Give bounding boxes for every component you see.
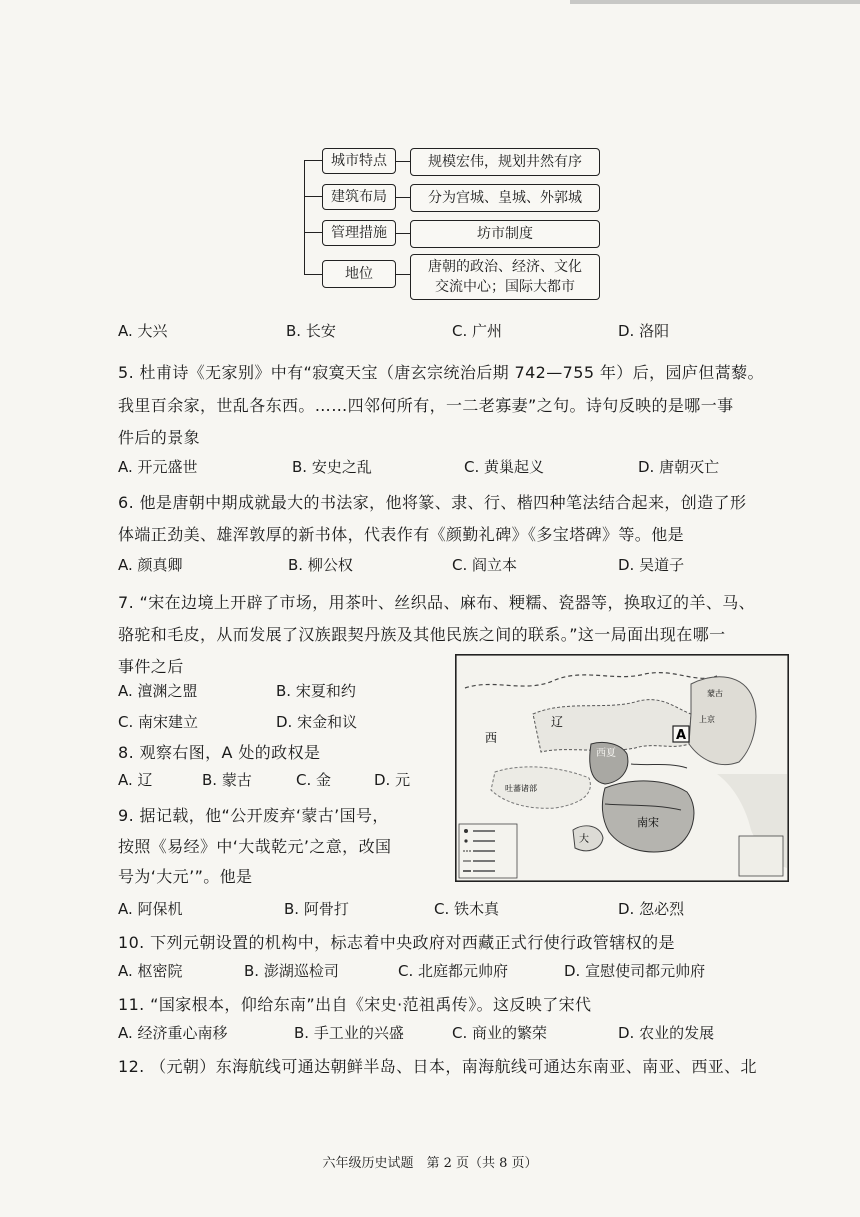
q9-options [118,898,778,920]
q5-text: 件后的景象 [118,428,201,447]
diagram-bracket [304,160,305,274]
option-a[interactable]: A. 阿保机 [118,900,183,918]
diagram-value: 坊市制度 [410,220,600,248]
q7-text: 7. “宋在边境上开辟了市场，用茶叶、丝织品、麻布、粳糯、瓷器等，换取辽的羊、马、 [118,593,756,612]
diagram-value: 分为宫城、皇城、外郭城 [410,184,600,212]
q10-options [118,960,778,982]
option-b[interactable]: B. 澎湖巡检司 [244,962,339,980]
option-c[interactable]: C. 商业的繁荣 [452,1024,548,1042]
map-label-liao: 辽 [551,715,564,729]
option-b[interactable]: B. 长安 [286,322,336,340]
map-label-nansong: 南宋 [637,816,659,829]
option-d[interactable]: D. 吴道子 [618,556,685,574]
option-a[interactable]: A. 枢密院 [118,962,183,980]
diagram-value-line: 唐朝的政治、经济、文化 [428,259,582,275]
option-d[interactable]: D. 元 [374,771,411,789]
map-label-tubo: 吐蕃诸部 [505,784,537,793]
q9-text: 按照《易经》中‘大哉乾元’之意，改国 [118,837,392,856]
option-b[interactable]: B. 柳公权 [288,556,353,574]
option-b[interactable]: B. 手工业的兴盛 [294,1024,404,1042]
option-c[interactable]: C. 黄巢起义 [464,458,545,476]
q6-text: 体端正劲美、雄浑敦厚的新书体，代表作有《颜勤礼碑》《多宝塔碑》等。他是 [118,525,685,544]
q5-text: 5. 杜甫诗《无家别》中有“寂寞天宝（唐玄宗统治后期 742—755 年）后，园庐但蒿藜。 [118,363,764,382]
option-c[interactable]: C. 铁木真 [434,900,500,918]
diagram-connector [304,274,322,275]
q7-options-row1 [118,680,438,702]
option-c[interactable]: C. 金 [296,771,332,789]
diagram-connector [304,232,322,233]
diagram-value-line: 交流中心；国际大都市 [435,279,575,295]
q11-text: 11. “国家根本，仰给东南”出自《宋史·范祖禹传》。这反映了宋代 [118,995,592,1014]
q8-text: 8. 观察右图，A 处的政权是 [118,743,321,762]
map-label-da: 大 [579,834,589,845]
diagram-connector [304,160,322,161]
option-c[interactable]: C. 南宋建立 [118,713,199,731]
q7-options-row2 [118,711,438,733]
option-d[interactable]: D. 宋金和议 [276,713,358,731]
q6-text: 6. 他是唐朝中期成就最大的书法家，他将篆、隶、行、楷四种笔法结合起来，创造了形 [118,493,747,512]
q8-options [118,769,438,791]
q6-options [118,554,778,576]
q11-options [118,1022,778,1044]
option-b[interactable]: B. 阿骨打 [284,900,349,918]
option-a[interactable]: A. 辽 [118,771,153,789]
diagram-arrow [396,161,410,162]
q5-options [118,456,778,478]
map-label-xixia: 西夏 [596,748,616,759]
scan-edge-mark [570,0,860,4]
diagram-label: 管理措施 [322,220,396,246]
option-d[interactable]: D. 洛阳 [618,322,670,340]
option-b[interactable]: B. 安史之乱 [292,458,372,476]
q4-options [118,320,778,342]
diagram-value: 规模宏伟，规划井然有序 [410,148,600,176]
option-c[interactable]: C. 阎立本 [452,556,518,574]
diagram-label: 城市特点 [322,148,396,174]
option-a[interactable]: A. 开元盛世 [118,458,198,476]
option-a[interactable]: A. 澶渊之盟 [118,682,198,700]
city-feature-diagram [300,140,620,310]
map-label-mengu: 蒙古 [707,689,723,698]
map-marker-a: A [676,728,687,743]
diagram-label: 地位 [322,260,396,288]
option-b[interactable]: B. 蒙古 [202,771,252,789]
map-label-xi: 西 [485,731,498,745]
option-a[interactable]: A. 颜真卿 [118,556,183,574]
page-footer: 六年级历史试题 第 2 页（共 8 页） [322,1156,538,1171]
diagram-arrow [396,197,410,198]
map-label-shangjing: 上京 [699,715,715,724]
option-c[interactable]: C. 北庭都元帅府 [398,962,509,980]
song-liao-xia-map [455,654,789,882]
q9-text: 号为‘大元’”。他是 [118,867,253,886]
q9-text: 9. 据记载，他“公开废弃‘蒙古’国号， [118,806,389,825]
q12-text: 12. （元朝）东海航线可通达朝鲜半岛、日本，南海航线可通达东南亚、南亚、西亚、北 [118,1057,757,1076]
q7-text: 骆驼和毛皮，从而发展了汉族跟契丹族及其他民族之间的联系。”这一局面出现在哪一 [118,625,726,644]
option-a[interactable]: A. 经济重心南移 [118,1024,228,1042]
option-a[interactable]: A. 大兴 [118,322,168,340]
diagram-value [410,254,600,300]
q7-text: 事件之后 [118,657,184,676]
diagram-label: 建筑布局 [322,184,396,210]
q10-text: 10. 下列元朝设置的机构中，标志着中央政府对西藏正式行使行政管辖权的是 [118,933,675,952]
option-d[interactable]: D. 宣慰使司都元帅府 [564,962,706,980]
option-d[interactable]: D. 忽必烈 [618,900,685,918]
option-d[interactable]: D. 唐朝灭亡 [638,458,720,476]
option-c[interactable]: C. 广州 [452,322,503,340]
option-b[interactable]: B. 宋夏和约 [276,682,356,700]
q5-text: 我里百余家，世乱各东西。……四邻何所有，一二老寡妻”之句。诗句反映的是哪一事 [118,396,734,415]
diagram-arrow [396,274,410,275]
diagram-arrow [396,233,410,234]
diagram-connector [304,196,322,197]
option-d[interactable]: D. 农业的发展 [618,1024,715,1042]
